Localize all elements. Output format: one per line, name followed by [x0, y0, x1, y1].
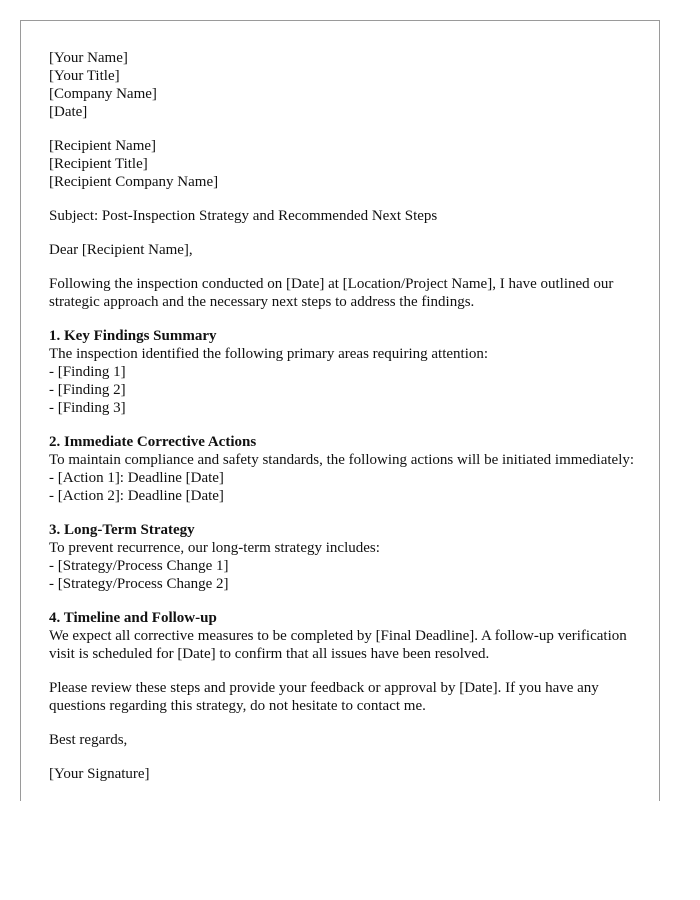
- section-timeline: [49, 609, 639, 663]
- sender-block: [49, 49, 639, 121]
- recipient-name: [Recipient Name]: [49, 138, 157, 154]
- list-item: - [Finding 2]: [49, 382, 126, 398]
- subject-line: [49, 207, 639, 225]
- section-text: The inspection identified the following primary areas requiring attention:: [49, 346, 489, 362]
- closing-paragraph: [49, 679, 639, 715]
- section-heading: 1. Key Findings Summary: [49, 328, 217, 344]
- section-text: To maintain compliance and safety standards, the following actions will be initiated immediately:: [49, 452, 635, 468]
- sender-title: [Your Title]: [49, 68, 120, 84]
- section-key-findings: [49, 327, 639, 417]
- intro-paragraph: [49, 275, 639, 311]
- salutation-text: Dear [Recipient Name],: [49, 242, 193, 258]
- signature-text: [Your Signature]: [49, 766, 150, 782]
- recipient-block: [49, 137, 639, 191]
- section-long-term-strategy: [49, 521, 639, 593]
- sign-off: [49, 731, 639, 749]
- section-heading: 4. Timeline and Follow-up: [49, 610, 217, 626]
- list-item: - [Finding 1]: [49, 364, 126, 380]
- section-text: To prevent recurrence, our long-term strategy includes:: [49, 540, 380, 556]
- section-heading: 3. Long-Term Strategy: [49, 522, 195, 538]
- letter-date: [Date]: [49, 104, 88, 120]
- list-item: - [Action 2]: Deadline [Date]: [49, 488, 224, 504]
- intro-text: Following the inspection conducted on [Date] at [Location/Project Name], I have outlined our strategic approach and the necessary next steps to address the findings.: [49, 276, 614, 310]
- closing-text: Please review these steps and provide your feedback or approval by [Date]. If you have any questions regarding this strategy, do not hesitate to contact me.: [49, 680, 599, 714]
- signature-block: [49, 765, 639, 783]
- sender-name: [Your Name]: [49, 50, 128, 66]
- section-text: We expect all corrective measures to be completed by [Final Deadline]. A follow-up verification visit is scheduled for [Date] to confirm that all issues have been resolved.: [49, 628, 627, 662]
- recipient-company: [Recipient Company Name]: [49, 174, 219, 190]
- subject-text: Subject: Post-Inspection Strategy and Recommended Next Steps: [49, 208, 438, 224]
- section-corrective-actions: [49, 433, 639, 505]
- sign-off-text: Best regards,: [49, 732, 128, 748]
- list-item: - [Finding 3]: [49, 400, 126, 416]
- letter-page: [20, 20, 660, 801]
- recipient-title: [Recipient Title]: [49, 156, 148, 172]
- section-heading: 2. Immediate Corrective Actions: [49, 434, 257, 450]
- list-item: - [Action 1]: Deadline [Date]: [49, 470, 224, 486]
- salutation: [49, 241, 639, 259]
- list-item: - [Strategy/Process Change 2]: [49, 576, 229, 592]
- letter-body: [49, 49, 639, 799]
- sender-company: [Company Name]: [49, 86, 157, 102]
- list-item: - [Strategy/Process Change 1]: [49, 558, 229, 574]
